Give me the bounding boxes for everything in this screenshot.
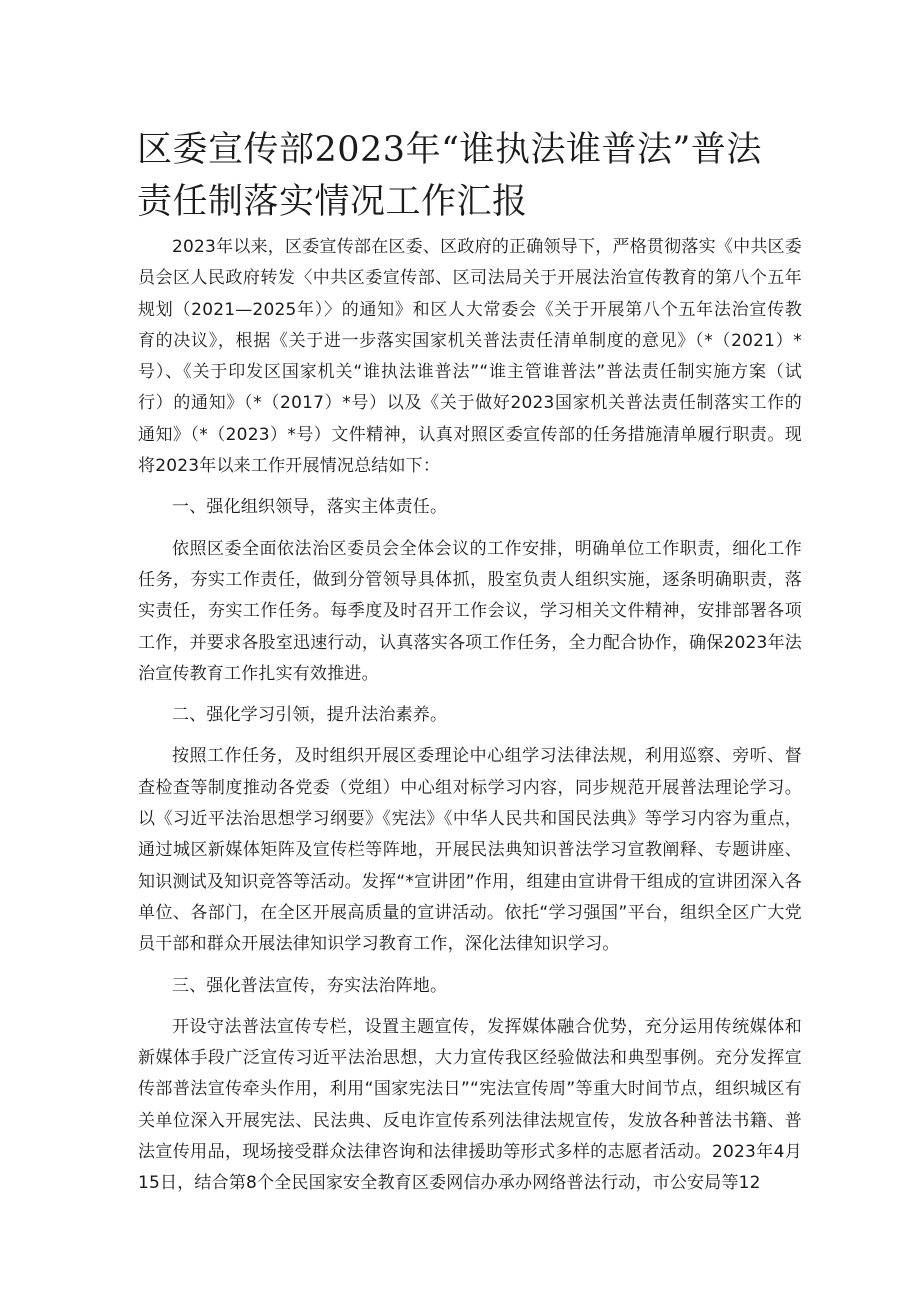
intro-paragraph: 2023年以来，区委宣传部在区委、区政府的正确领导下，严格贯彻落实《中共区委员会区人民政府转发〈中共区委宣传部、区司法局关于开展法治宣传教育的第八个五年规划（2021—2025年）〉的通知》和区人大常委会《关于开展第八个五年法治宣传教育的决议》，根据《关于进一步落实国家机关普法责任清单制度的意见》（*（2021）*号）、《关于印发区国家机关“谁执法谁普法”“谁主管谁普法”普法责任制实施方案（试行）的通知》（*（2017）*号）以及《关于做好2023国家机关普法责任制落实工作的通知》（*（2023）*号）文件精神，认真对照区委宣传部的任务措施清单履行职责。现将2023年以来工作开展情况总结如下：: [138, 237, 802, 477]
section-2-paragraph: 按照工作任务，及时组织开展区委理论中心组学习法律法规，利用巡察、旁听、督查检查等制度推动各党委（党组）中心组对标学习内容，同步规范开展普法理论学习。以《习近平法治思想学习纲要》《宪法》《中华人民共和国民法典》等学习内容为重点，通过城区新媒体矩阵及宣传栏等阵地，开展民法典知识普法学习宣教阐释、专题讲座、知识测试及知识竞答等活动。发挥“*宣讲团”作用，组建由宣讲骨干组成的宣讲团深入各单位、各部门，在全区开展高质量的宣讲活动。依托“学习强国”平台，组织全区广大党员干部和群众开展法律知识学习教育工作，深化法律知识学习。: [138, 746, 802, 955]
document-title: 区委宣传部2023年“谁执法谁普法”普法责任制落实情况工作汇报: [137, 130, 762, 222]
section-3-paragraph: 开设守法普法宣传专栏，设置主题宣传，发挥媒体融合优势，充分运用传统媒体和新媒体手段广泛宣传习近平法治思想，大力宣传我区经验做法和典型事例。充分发挥宣传部普法宣传牵头作用，利用“国家宪法日”“宪法宣传周”等重大时间节点，组织城区有关单位深入开展宪法、民法典、反电诈宣传系列法律法规宣传，发放各种普法书籍、普法宣传用品，现场接受群众法律咨询和法律援助等形式多样的志愿者活动。2023年4月15日，结合第8个全民国家安全教育区委网信办承办网络普法行动，市公安局等12: [138, 1016, 802, 1194]
section-1-paragraph: 依照区委全面依法治区委员会全体会议的工作安排，明确单位工作职责，细化工作任务，夯实工作责任，做到分管领导具体抓，股室负责人组织实施，逐条明确职责，落实责任，夯实工作任务。每季度及时召开工作会议，学习相关文件精神，安排部署各项工作，并要求各股室迅速行动，认真落实各项工作任务，全力配合协作，确保2023年法治宣传教育工作扎实有效推进。: [138, 538, 802, 684]
document-body: [138, 232, 802, 1210]
section-heading-3: 三、强化普法宣传，夯实法治阵地。: [172, 975, 448, 996]
section-heading-2: 二、强化学习引领，提升法治素养。: [172, 705, 448, 726]
section-heading-1: 一、强化组织领导，落实主体责任。: [172, 497, 448, 518]
